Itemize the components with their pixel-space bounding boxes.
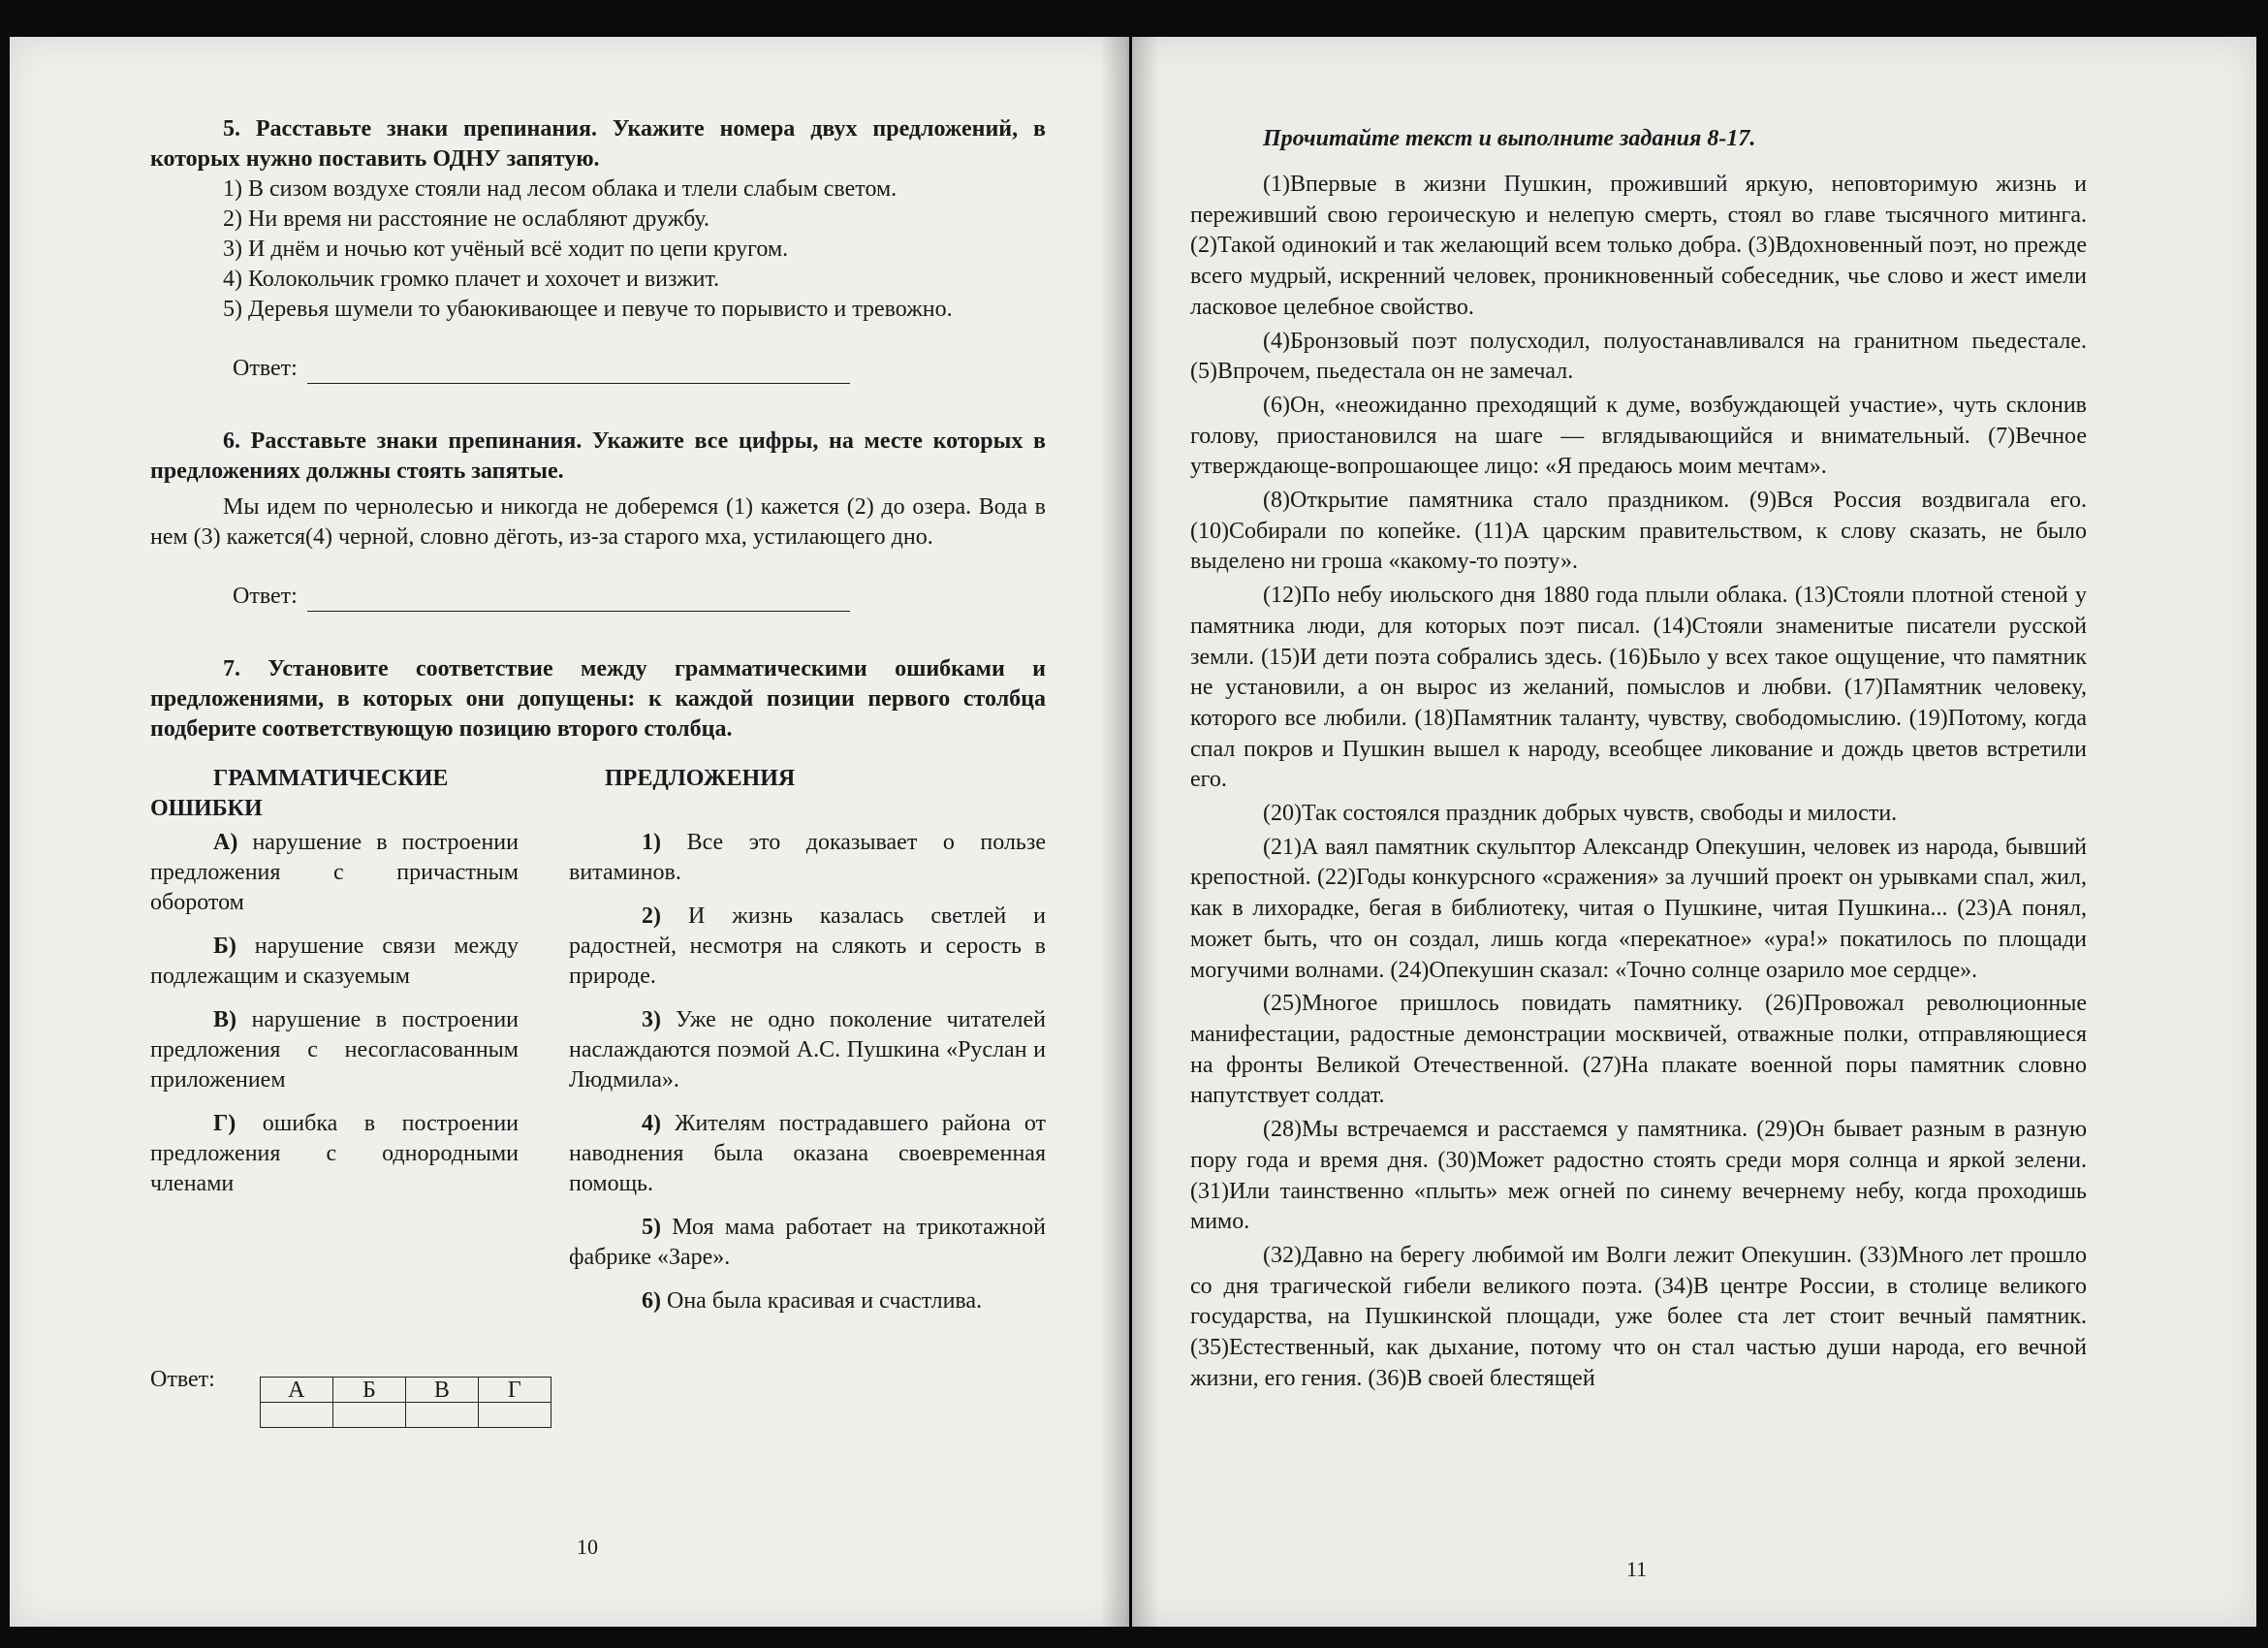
paragraph-7: (21)А ваял памятник скульптор Александр Опекушин, человек из народа, бывший крепостной. (22)Годы конкурсного «сражения» за лучший проект он урывками спал, жил, как в лихорадке, бегая в библиотеку, читая о Пушкине, читая Пушкина... (23)А понял, может быть, что он создал, лишь когда «перекатное» «ура!» покатилось по площади могучими волнами. (24)Опекушин сказал: «Точно солнце озарило мое сердце». [1190, 834, 2087, 983]
paragraph-1: (1)Впервые в жизни Пушкин, проживший яркую, неповторимую жизнь и переживший свою героическую и нелепую смерть, стоял во главе тысячного митинга. (2)Такой одинокий и так желающий всем только добра. (3)Вдохновенный поэт, но прежде всего мудрый, искренний человек, проникновенный собеседник, чье слово и жест имели ласковое целебное свойство. [1190, 172, 2087, 320]
sentence-4-text: Жителям пострадавшего района от наводнения была оказана своевременная помощь. [569, 1111, 1046, 1196]
task7-answer-label: Ответ: [150, 1367, 215, 1392]
answer-cell-a[interactable] [260, 1403, 332, 1428]
error-a [150, 828, 519, 918]
task5-answer-label: Ответ: [233, 356, 298, 381]
sentence-2-text: И жизнь казалась светлей и радостней, несмотря на слякоть и серость в природе. [569, 903, 1047, 989]
reading-heading: Прочитайте текст и выполните задания 8-17. [1263, 126, 1756, 151]
answer-table-header-a: А [260, 1378, 332, 1403]
right-page [1132, 37, 2256, 1627]
paragraph-4: (8)Открытие памятника стало праздником. (9)Вся Россия воздвигала его. (10)Собирали по копейке. (11)А царским правительством, к слову сказать, не было выделено ни гроша «какому-то поэту». [1190, 488, 2087, 575]
paragraph-3: (6)Он, «неожиданно преходящий к думе, возбуждающей участие», чуть склонив голову, приостановился на шаге — вглядывающийся и внимательный. (7)Вечное утверждающе-вопрошающее лицо: «Я предаюсь моим мечтам». [1190, 392, 2087, 480]
paragraph-2: (4)Бронзовый поэт полусходил, полуостанавливался на гранитном пьедестале. (5)Впрочем, пьедестала он не замечал. [1190, 328, 2087, 385]
page-number-left: 10 [577, 1535, 598, 1559]
sentence-1 [569, 828, 1046, 888]
task5-item-5: 5) Деревья шумели то убаюкивающее и певуче то порывисто и тревожно. [223, 297, 953, 322]
error-a-key: А) [213, 830, 238, 855]
sentence-2-key: 2) [642, 903, 661, 929]
task5-item-1: 1) В сизом воздухе стояли над лесом облака и тлели слабым светом. [223, 176, 898, 202]
answer-table-header-v: В [405, 1378, 478, 1403]
task6-title: 6. Расставьте знаки препинания. Укажите все цифры, на месте которых в предложениях должны стоять запятые. [150, 428, 1046, 484]
sentence-2 [569, 902, 1046, 992]
sentence-3 [569, 1005, 1046, 1095]
sentence-5 [569, 1213, 1046, 1273]
error-b-text: нарушение связи между подлежащим и сказуемым [150, 934, 519, 989]
sentence-5-text: Моя мама работает на трикотажной фабрике «Заре». [569, 1215, 1046, 1270]
task7-title: 7. Установите соответствие между грамматическими ошибками и предложениями, в которых они допущены: к каждой позиции первого столбца подберите соответствующую позицию второго столбца. [150, 656, 1046, 742]
answer-table [260, 1377, 551, 1428]
errors-column [150, 764, 519, 1330]
task5-answer-line[interactable] [307, 358, 850, 384]
task6-answer-label: Ответ: [233, 584, 298, 609]
error-v [150, 1005, 519, 1095]
sentence-6 [569, 1286, 1046, 1316]
answer-cell-b[interactable] [332, 1403, 405, 1428]
error-b [150, 932, 519, 992]
error-v-text: нарушение в построении предложения с несогласованным приложением [150, 1007, 520, 1093]
answer-cell-g[interactable] [478, 1403, 551, 1428]
paragraph-8: (25)Многое пришлось повидать памятнику. (26)Провожал революционные манифестации, радостные демонстрации москвичей, отважные полки, отправляющиеся на фронты Великой Отечественной. (27)На плакате военной поры памятник словно напутствует солдат. [1190, 991, 2087, 1109]
sentence-1-text: Все это доказывает о пользе витаминов. [569, 830, 1047, 885]
sentence-3-key: 3) [642, 1007, 661, 1032]
error-g [150, 1109, 519, 1199]
task5-item-2: 2) Ни время ни расстояние не ослабляют дружбу. [223, 206, 709, 232]
left-page [10, 37, 1129, 1627]
sentence-4 [569, 1109, 1046, 1199]
sentence-6-key: 6) [642, 1288, 661, 1314]
task5-item-3: 3) И днём и ночью кот учёный всё ходит по цепи кругом. [223, 237, 789, 262]
paragraph-6: (20)Так состоялся праздник добрых чувств, свободы и милости. [1263, 801, 1898, 827]
sentence-5-key: 5) [642, 1215, 661, 1240]
sentences-header: ПРЕДЛОЖЕНИЯ [605, 766, 796, 791]
task5-title: 5. Расставьте знаки препинания. Укажите номера двух предложений, в которых нужно поставить ОДНУ запятую. [150, 116, 1046, 172]
task5-item-4: 4) Колокольчик громко плачет и хохочет и визжит. [223, 267, 720, 292]
sentence-4-key: 4) [642, 1111, 661, 1136]
paragraph-9: (28)Мы встречаемся и расстаемся у памятника. (29)Он бывает разным в разную пору года и время дня. (30)Может радостно стоять среди моря солнца и яркой зелени. (31)Или таинственно «плыть» меж огней по синему вечернему небу, когда проходишь мимо. [1190, 1117, 2087, 1235]
answer-table-header-g: Г [478, 1378, 551, 1403]
error-v-key: В) [213, 1007, 236, 1032]
errors-header: ГРАММАТИЧЕСКИЕ ОШИБКИ [150, 766, 449, 821]
error-g-key: Г) [213, 1111, 236, 1136]
answer-table-header-b: Б [332, 1378, 405, 1403]
task6-answer [233, 582, 1046, 612]
sentence-3-text: Уже не одно поколение читателей наслаждаются поэмой А.С. Пушкина «Руслан и Людмила». [569, 1007, 1047, 1093]
task6-text: Мы идем по чернолесью и никогда не доберемся (1) кажется (2) до озера. Вода в нем (3) кажется(4) черной, словно дёготь, из-за старого мха, устилающего дно. [150, 494, 1046, 550]
task5-answer [233, 354, 1046, 384]
paragraph-5: (12)По небу июльского дня 1880 года плыли облака. (13)Стояли плотной стеной у памятника люди, для которых поэт писал. (14)Стояли знаменитые писатели русской земли. (15)И дети поэта собрались здесь. (16)Было у всех такое ощущение, что памятник не установили, а он вырос из желаний, помыслов и любви. (17)Памятник человеку, которого все любили. (18)Памятник таланту, чувству, свободомыслию. (19)Потому, когда спал покров и Пушкин вышел к народу, всеобщее ликование и дождь цветов встретили его. [1190, 583, 2087, 793]
paragraph-10: (32)Давно на берегу любимой им Волги лежит Опекушин. (33)Много лет прошло со дня трагической гибели великого поэта. (34)В центре России, в столице великого государства, на Пушкинской площади, уже более ста лет стоит вечный памятник. (35)Естественный, как дыхание, потому что он стал частью души народа, его вечной жизни, его гения. (36)В своей блестящей [1190, 1242, 2087, 1391]
task7-columns [150, 764, 1046, 1330]
answer-cell-v[interactable] [405, 1403, 478, 1428]
page-number-right: 11 [1626, 1557, 1648, 1581]
error-b-key: Б) [213, 934, 236, 959]
error-g-text: ошибка в построении предложения с однородными членами [150, 1111, 520, 1196]
task7-answer [150, 1367, 1046, 1428]
sentence-6-text: Она была красивая и счастлива. [667, 1288, 983, 1314]
sentences-column [569, 764, 1046, 1330]
sentence-1-key: 1) [642, 830, 661, 855]
task6-answer-line[interactable] [307, 586, 850, 612]
error-a-text: нарушение в построении предложения с причастным оборотом [150, 830, 519, 915]
